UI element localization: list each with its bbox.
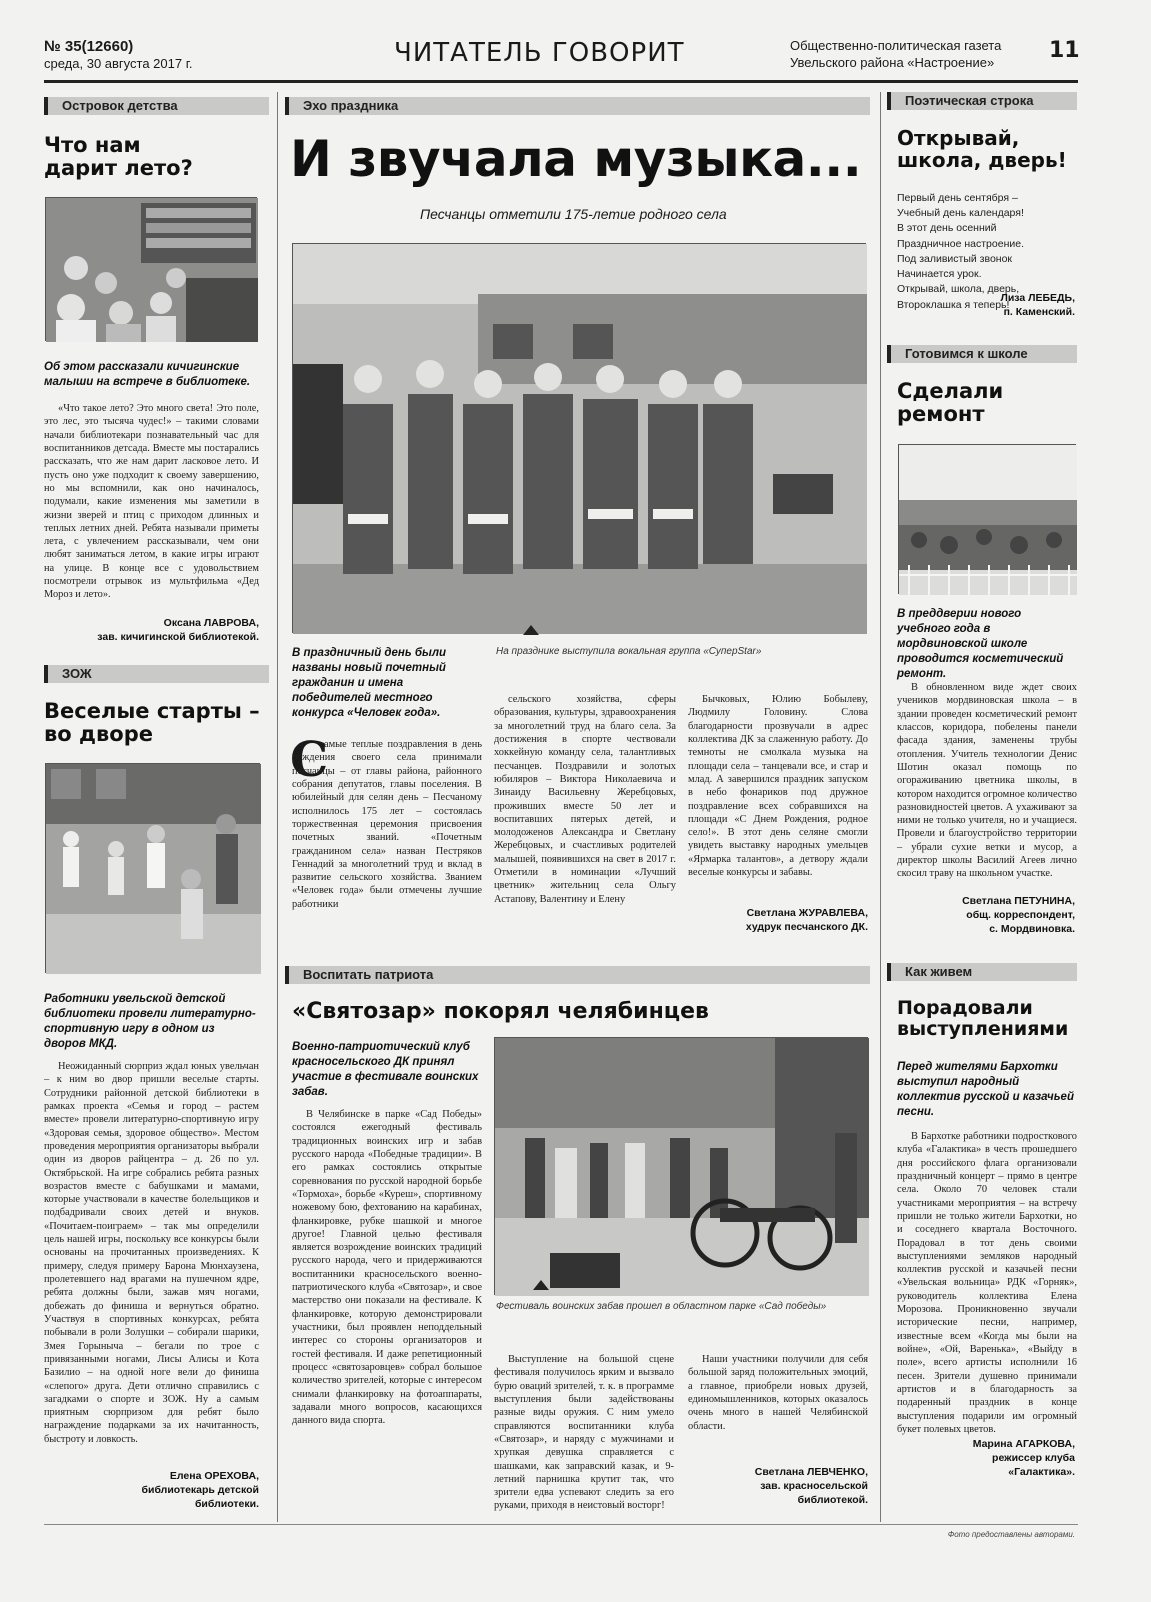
page-number: 11	[1049, 38, 1080, 63]
poem-line: Учебный день календаря!	[897, 207, 1024, 220]
issue-number: № 35(12660)	[44, 38, 134, 55]
signature-lebed: Лиза ЛЕБЕДЬ,	[1000, 292, 1075, 304]
signature-levchenko: Светлана ЛЕВЧЕНКО,	[754, 1466, 868, 1478]
body-music-col2: сельского хозяйства, сферы образования, культуры, здравоохранения за многолетний труд на благо села. За достижения в спорте чествовали хоккейную команду села, талантливых песчанцев. Поздравили и золотых юбиляров – Виктора Николаевича и Зинаиду Васильевну Жеребцовых, проживших вместе 50 лет и воспитавших пятерых детей, и молодоженов Александра и Светлану Жеребцовых, и счастливых родителей малышей, появившихся на свет в 2017 г. Отметили в номинации «Лучший цветник» жительниц села Ольгу Астапову, Валентину и Елену	[494, 694, 676, 905]
signature-lavrova: Оксана ЛАВРОВА,	[163, 617, 259, 629]
yard-games-photo	[45, 763, 260, 973]
body-svyatozar-col1: В Челябинске в парке «Сад Победы» состоялся ежегодный фестиваль традиционных воинских игр и забав русского народа «Победные традиции». В его рамках состоялись открытые соревнования по русской народной борьбе «Тормоха», борьбе «Куреш», спортивному ножевому бою, фехтованию на карабинах, фланкировке, рубке шашкой и многое другое! Главной целью фестиваля является возрождение воинских традиций русского народа, чего и придерживаются воспитанники красносельского военно-патриотического клуба «Святозар», и свое мастерство они показали на фестивале. К фланкировке, которую демонстрировали участники, был проявлен неподдельный интерес со стороны организаторов и гостей фестиваля. И даже репетиционный процесс «святозаровцев» собрал большое количество зрителей, которые с интересом снимали фланкировку на фотоаппараты, задавали много вопросов, касающихся данного вида спорта.	[292, 1109, 482, 1427]
article-title-repair: Сделали ремонт	[897, 379, 1004, 427]
article-title-performances: Порадовали выступлениями	[897, 997, 1069, 1040]
body-repair: В обновленном виде ждет своих учеников мордвиновская школа – в здании проведен косметический ремонт классов, коридора, побелены панели фасада здания, заменены трубы отопления. Учитель технологии Денис Шотин оказал помощь по огораживанию цветника школы, в котором находится огромное количество разновидностей цветов. А ухаживают за ними не только учителя, но и учащиеся. Провели и благоустройство территории – убрали сухие ветки и мусор, а директор школы Василий Агеев лично скосил траву на школьном участке.	[897, 682, 1077, 880]
photo-caption-triangle	[523, 625, 539, 635]
body-starts: Неожиданный сюрприз ждал юных увельчан – к ним во двор пришли веселые старты. Сотрудники районной детской библиотеки в рамках проекта «Семья и город – растем вместе» провели литературно-спортивную игру «Здоровая семья, здоровое общество». Местом проведения мероприятия организаторы выбрали один из дворов райцентра – д. 26 по ул. Октябрьской. На игре собрались ребята разных возрастов вместе с бабушками и мамами, которые участвовали в качестве болельщиков и подбадривали своих детей и внуков. «Почитаем-поиграем» – так мы определили цель нашей игры, поскольку все конкурсы были основаны на прочитанных произведениях. К примеру, следуя примеру Барона Мюнхаузена, пролетевшего над врагами на пушечном ядре, ребята должны были, зажав мяч ногами, добежать до финиша и вернуться обратно. Участвуя в спортивных конкурсах, ребята побывали в роли Золушки – собирали шарики, Змея Горыныча – бегали по трое с привязанными ногами, Лисы Алисы и Кота Базилио – на одной ноге вели до финиша «слепого» друга. Дети отлично справились с загадками о спорте и ЗОЖ. Ну а самым приятным сюрпризом для ребят было награждение подарками за их начитанность, быстроту и ловкость.	[44, 1061, 259, 1445]
column-divider-right	[880, 92, 881, 1522]
article-title-school-door: Открывай, школа, дверь!	[897, 126, 1067, 172]
lead-performances: Перед жителями Бархотки выступил народный коллектив русской и казачьей песни.	[897, 1061, 1074, 1118]
poem-line: Первый день сентября –	[897, 192, 1018, 204]
body-svyatozar-col2: Выступление на большой сцене фестиваля получилось ярким и вызвало бурю оваций зрителей, т. к. в программе выступления были задействованы разные виды оружия. С ним умело справляются воспитанники клуба «Святозар», и наряду с мужчинами и хрупкая девушка справляется с шашками, как заправский казак, и 9-летний парнишка крутит так, что зрители едва успевают следить за его руками, приходя в неистовый восторг!	[494, 1354, 674, 1512]
lead-svyatozar: Военно-патриотический клуб красносельского ДК принял участие в фестивале воинских забав.	[292, 1041, 479, 1098]
rubric-ekho: Эхо праздника	[285, 97, 870, 115]
article-title-summer: Что нам дарит лето?	[44, 133, 193, 181]
photo-caption-triangle-2	[533, 1280, 549, 1290]
body-music-col3: Бычковых, Юлию Бобылеву, Людмилу Головину. Слова благодарности прозвучали в адрес коллектива ДК за слаженную работу. До темноты не смолкала музыка на площади села – танцевали все, и стар и млад. А завершился праздник запуском в небо фонариков под дружное поздравление всех собравшихся на площади «С Днем Рождения, родное село!». В этот день селяне смогли увидеть выставку народных умельцев «Ярмарка талантов», а детвору ждали веселые конкурсы и забавы.	[688, 694, 868, 879]
signature-lebed-place: п. Каменский.	[1003, 306, 1075, 318]
lead-music: В праздничный день были названы новый почетный гражданин и имена победителей местного конкурса «Человек года».	[292, 647, 447, 719]
section-title: ЧИТАТЕЛЬ ГОВОРИТ	[394, 38, 685, 68]
caption-festival: Фестиваль воинских забав прошел в областном парке «Сад победы»	[496, 1301, 827, 1312]
rubric-patriot: Воспитать патриота	[285, 966, 870, 984]
lead-repair: В преддверии нового учебного года в мордвиновской школе проводится косметический ремонт.	[897, 608, 1064, 680]
poem-line: Открывай, школа, дверь,	[897, 283, 1020, 296]
signature-lavrova-position: зав. кичигинской библиотекой.	[97, 631, 259, 643]
body-performances: В Бархотке работники подросткового клуба «Галактика» в честь прошедшего дня российского флага организовали праздничный концерт – прямо в центре села. Около 70 человек стали участниками мероприятия – на встречу пришли не только жители Бархотки, но и соседнего квартала Восточного. Порадовал в тот день своими выступлениями земляков народный коллектив русской и казачьей песни «Увельская вольница» РДК «Горняк», руководитель коллектива Елена Морозова. Проникновенно звучали исторические песни, например, известные всем «Когда мы были на войне», «Ой, Варенька», «Выйду в поле», всего артисты исполнили 16 песен. Зрители душевно принимали артистов и в благодарность за подаренный праздник в конце выступления подарили им огромный букет полевых цветов.	[897, 1131, 1077, 1435]
signature-agarkova-position: режиссер клуба	[992, 1452, 1075, 1464]
signature-orekhova-position: библиотекарь детской	[141, 1484, 259, 1496]
school-yard-photo	[898, 444, 1076, 594]
signature-zhuravleva-position: худрук песчанского ДК.	[745, 921, 868, 933]
article-title-starts: Веселые старты – во дворе	[44, 699, 260, 747]
signature-agarkova-club: «Галактика».	[1008, 1466, 1075, 1478]
issue-date: среда, 30 августа 2017 г.	[44, 56, 193, 71]
rubric-school: Готовимся к школе	[887, 345, 1077, 363]
signature-levchenko-position2: библиотекой.	[797, 1494, 868, 1506]
poem-line: В этот день осенний	[897, 222, 997, 235]
vocal-group-photo	[292, 243, 866, 633]
body-summer: «Что такое лето? Это много света! Это поле, это лес, это тысяча чудес!» – такими словами начали библиотекари познавательный час для воспитанников детсада. Вместе мы постарались рассказать, что же нам дарит ласковое лето. И пусть оно уже подходит к своему завершению, но мы вспомнили, как оно начиналось, подумали, какие изменения мы заметили в жизни зверей и птиц с приходом длинных и теплых летних дней. Ребята называли приметы лета, с увлечением рассказывали, чем они любят заниматься летом, в какие игры играют на улице. В конце все с удовольствием посмотрели отрывок из мультфильма «Дед Мороз и лето».	[44, 403, 259, 601]
body-music-col1: амые теплые поздравления в день рождения своего села принимали песчанцы – от главы района, районного собрания депутатов, главы поселения. В юбилейный для селян день – Песчаному исполнилось 175 лет – состоялась торжественная церемония присвоения почетных званий. «Почетным гражданином села» назван Пестряков Геннадий за многолетний труд и вклад в развитие сельского хозяйства. Званием «Человек года» были отмечены лучшие работники	[292, 739, 482, 910]
signature-petunina-position: общ. корреспондент,	[966, 909, 1075, 921]
article-title-music: И звучала музыка...	[290, 130, 862, 188]
column-divider-left	[277, 92, 278, 1522]
footer-rule	[44, 1524, 1078, 1525]
paper-name-line2: Увельского района «Настроение»	[790, 55, 995, 70]
poem-line: Начинается урок.	[897, 268, 982, 281]
library-children-photo	[45, 197, 257, 341]
poem-line: Под заливистый звонок	[897, 252, 1013, 265]
poem-line: Праздничное настроение.	[897, 237, 1024, 250]
signature-orekhova-position2: библиотеки.	[194, 1498, 259, 1510]
signature-zhuravleva: Светлана ЖУРАВЛЕВА,	[746, 907, 868, 919]
military-festival-photo	[494, 1037, 868, 1295]
signature-petunina-place: с. Мордвиновка.	[989, 923, 1075, 935]
signature-agarkova: Марина АГАРКОВА,	[972, 1438, 1075, 1450]
signature-orekhova: Елена ОРЕХОВА,	[169, 1470, 259, 1482]
article-title-svyatozar: «Святозар» покорял челябинцев	[292, 999, 709, 1024]
drop-cap: С	[290, 732, 329, 788]
rubric-ostrovok: Островок детства	[44, 97, 269, 115]
poem-line: Второклашка я теперь!	[897, 298, 1010, 311]
masthead-rule	[44, 80, 1078, 83]
lead-starts: Работники увельской детской библиотеки провели литературно-спортивную игру в одном из дворов МКД.	[44, 993, 256, 1050]
paper-name-line1: Общественно-политическая газета	[790, 38, 1002, 53]
lead-summer: Об этом рассказали кичигинские малыши на встрече в библиотеке.	[44, 361, 251, 388]
signature-petunina: Светлана ПЕТУНИНА,	[962, 895, 1075, 907]
article-subtitle-music: Песчанцы отметили 175-летие родного села	[420, 206, 727, 222]
rubric-poetry: Поэтическая строка	[887, 92, 1077, 110]
rubric-life: Как живем	[887, 963, 1077, 981]
photo-credit: Фото предоставлены авторами.	[947, 1530, 1075, 1539]
caption-vocal-group: На празднике выступила вокальная группа «СуперStar»	[496, 646, 762, 657]
signature-levchenko-position: зав. красносельской	[760, 1480, 868, 1492]
body-svyatozar-col3: Наши участники получили для себя большой заряд положительных эмоций, а главное, приобрели новых друзей, единомышленников, которых оказалось очень много в нашей Челябинской области.	[688, 1354, 868, 1432]
rubric-zozh: ЗОЖ	[44, 665, 269, 683]
